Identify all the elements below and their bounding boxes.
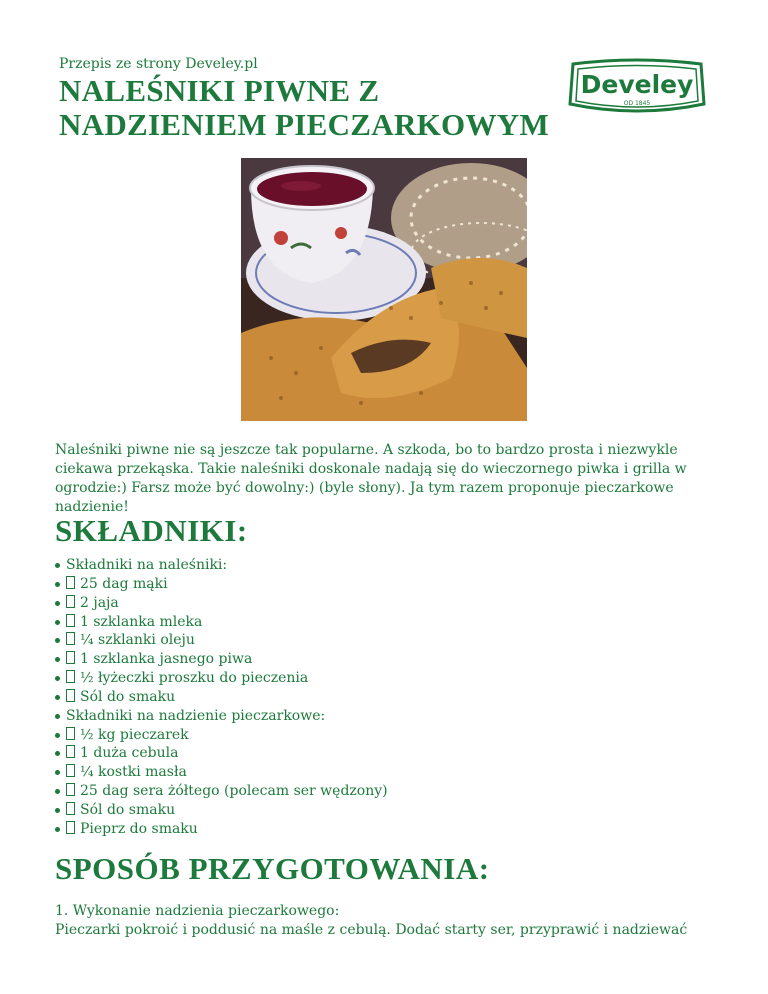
ingredient-text: ¼ kostki masła [80,764,187,781]
develey-logo [565,58,709,118]
ingredient-item [55,782,388,801]
recipe-title-line-1: NALEŚNIKI PIWNE Z [59,73,380,108]
ingredient-text: 25 dag mąki [80,575,168,592]
ingredient-text: 2 jaja [80,594,119,611]
ingredient-item [55,707,388,726]
missing-glyph-icon [66,821,75,834]
logo-since: OD 1845 [623,100,651,107]
logo-brand: Develey [580,70,694,99]
step-text: Pieczarki pokroić i poddusić na maśle z cebulą. Dodać starty ser, przyprawić i nadziewać [55,922,688,938]
ingredient-text: Sól do smaku [80,688,176,705]
ingredient-text: 1 szklanka jasnego piwa [80,651,253,668]
photo-pancakes-tea-icon [241,158,527,421]
ingredient-item [55,575,388,594]
ingredient-item [55,594,388,613]
ingredient-text: Składniki na naleśniki: [66,557,228,573]
recipe-title [59,74,549,142]
recipe-title-line-2: NADZIENIEM PIECZARKOWYM [59,107,550,142]
ingredient-item [55,763,388,782]
ingredient-text: ½ łyżeczki proszku do pieczenia [80,670,309,687]
ingredient-item [55,820,388,839]
missing-glyph-icon [66,689,75,702]
missing-glyph-icon [66,670,75,683]
recipe-photo [241,158,527,421]
missing-glyph-icon [66,802,75,815]
ingredient-text: Sól do smaku [80,801,176,818]
intro-paragraph: Naleśniki piwne nie są jeszcze tak popularne. A szkoda, bo to bardzo prosta i niezwykle ciekawa przekąska. Takie naleśniki doskonale nadają się do wieczornego piwka i grilla w ogrodzie:) Farsz może być dowolny:) (byle słony). Ja tym razem proponuje pieczarkowe nadzienie! [55,442,687,515]
missing-glyph-icon [66,576,75,589]
missing-glyph-icon [66,632,75,645]
ingredient-text: 1 duża cebula [80,745,179,762]
ingredient-item [55,744,388,763]
ingredient-text: ½ kg pieczarek [80,726,189,743]
ingredient-text: ¼ szklanki oleju [80,632,195,649]
missing-glyph-icon [66,764,75,777]
ingredient-text: 25 dag sera żółtego (polecam ser wędzony) [80,783,388,800]
ingredient-item [55,613,388,632]
missing-glyph-icon [66,614,75,627]
source-line: Przepis ze strony Develey.pl [59,56,258,72]
ingredient-item [55,650,388,669]
ingredients-heading: SKŁADNIKI: [55,513,248,548]
ingredient-item [55,801,388,820]
ingredient-item [55,631,388,650]
missing-glyph-icon [66,595,75,608]
missing-glyph-icon [66,727,75,740]
missing-glyph-icon [66,745,75,758]
method-heading: SPOSÓB PRZYGOTOWANIA: [55,851,490,886]
ingredients-list [55,556,388,839]
ingredient-item [55,669,388,688]
ingredient-text: 1 szklanka mleka [80,613,203,630]
missing-glyph-icon [66,783,75,796]
missing-glyph-icon [66,651,75,664]
method-step [55,902,735,940]
ingredient-item [55,556,388,575]
ingredient-text: Składniki na nadzienie pieczarkowe: [66,707,326,724]
ingredient-item [55,726,388,745]
ingredient-item [55,688,388,707]
step-title: 1. Wykonanie nadzienia pieczarkowego: [55,903,340,919]
ingredient-text: Pieprz do smaku [80,820,198,837]
